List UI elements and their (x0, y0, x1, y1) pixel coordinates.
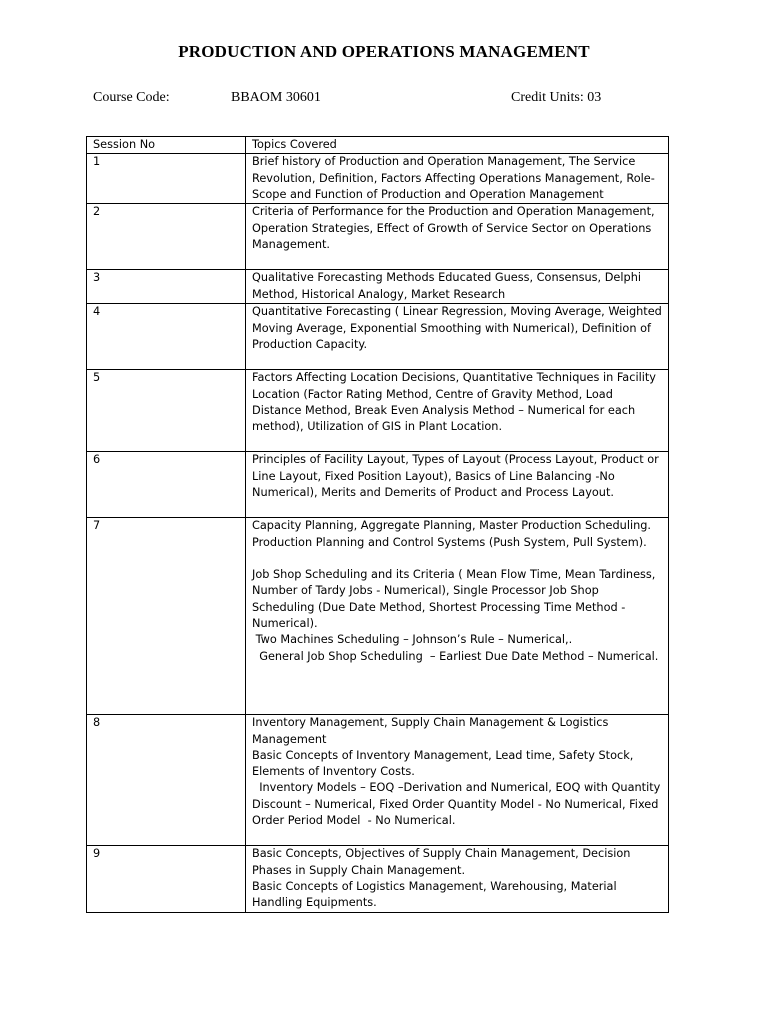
session-number: 5 (87, 370, 246, 452)
session-number: 1 (87, 154, 246, 204)
table-header-row (87, 137, 669, 154)
session-topics (246, 270, 669, 304)
topic-line: Qualitative Forecasting Methods Educated Guess, Consensus, Delphi Method, Historical Analogy, Market Research (252, 271, 641, 301)
table-row (87, 452, 669, 518)
topic-line: Inventory Models – EOQ –Derivation and Numerical, EOQ with Quantity Discount – Numerical, Fixed Order Quantity Model - No Numerical, Fixed Order Period Model - No Numerical. (252, 781, 664, 828)
credit-units: Credit Units: 03 (511, 90, 602, 105)
session-topics (246, 370, 669, 452)
table-row (87, 204, 669, 270)
table-row (87, 270, 669, 304)
session-topics (246, 452, 669, 518)
topic-line: Basic Concepts, Objectives of Supply Chain Management, Decision Phases in Supply Chain Management. (252, 847, 631, 877)
session-topics (246, 846, 669, 913)
table-row (87, 715, 669, 846)
session-number: 9 (87, 846, 246, 913)
table-row (87, 846, 669, 913)
session-topics (246, 154, 669, 204)
session-number: 2 (87, 204, 246, 270)
topic-line: Factors Affecting Location Decisions, Quantitative Techniques in Facility Location (Factor Rating Method, Centre of Gravity Method, Load Distance Method, Break Even Analysis Method – Numerical for each method), Utilization of GIS in Plant Location. (252, 371, 656, 434)
topic-line: Quantitative Forecasting ( Linear Regression, Moving Average, Weighted Moving Average, Exponential Smoothing with Numerical), Definition of Production Capacity. (252, 305, 662, 351)
session-number: 4 (87, 304, 246, 370)
course-code-label: Course Code: (93, 90, 170, 105)
topic-line: Brief history of Production and Operation Management, The Service Revolution, Definition, Factors Affecting Operations Management, Role- Scope and Function of Production and Operation Management (252, 155, 655, 201)
session-topics (246, 304, 669, 370)
session-topics (246, 715, 669, 846)
session-topics (246, 204, 669, 270)
table-row (87, 518, 669, 715)
session-topics (246, 518, 669, 715)
topic-line: Capacity Planning, Aggregate Planning, Master Production Scheduling. (252, 519, 652, 533)
topic-line: Inventory Management, Supply Chain Management & Logistics Management (252, 716, 609, 746)
session-number: 6 (87, 452, 246, 518)
topic-line: Criteria of Performance for the Production and Operation Management, Operation Strategies, Effect of Growth of Service Sector on Operations Management. (252, 205, 655, 251)
topic-line: Principles of Facility Layout, Types of Layout (Process Layout, Product or Line Layout, Fixed Position Layout), Basics of Line Balancing -No Numerical), Merits and Demerits of Product and Process Layout. (252, 453, 659, 499)
header-topics-covered: Topics Covered (246, 137, 669, 154)
session-number: 3 (87, 270, 246, 304)
course-code-value: BBAOM 30601 (231, 90, 321, 105)
table-row (87, 154, 669, 204)
topic-line: Job Shop Scheduling and its Criteria ( Mean Flow Time, Mean Tardiness, Number of Tardy Jobs - Numerical), Single Processor Job Shop Scheduling (Due Date Method, Shortest Processing Time Method - Numerical). (252, 568, 656, 631)
session-number: 8 (87, 715, 246, 846)
table-row (87, 370, 669, 452)
table-row (87, 304, 669, 370)
topic-line: General Job Shop Scheduling – Earliest Due Date Method – Numerical. (252, 649, 659, 663)
blank-line (252, 551, 663, 567)
topic-line: Two Machines Scheduling – Johnson’s Rule – Numerical,. (252, 633, 573, 647)
document-title: PRODUCTION AND OPERATIONS MANAGEMENT (178, 42, 590, 61)
topic-line: Basic Concepts of Logistics Management, Warehousing, Material Handling Equipments. (252, 879, 617, 910)
topic-line: Basic Concepts of Inventory Management, Lead time, Safety Stock, Elements of Inventory Costs. (252, 748, 634, 779)
topic-line: Production Planning and Control Systems (Push System, Pull System). (252, 535, 647, 549)
sessions-table (86, 136, 669, 913)
header-session-no: Session No (87, 137, 246, 154)
session-number: 7 (87, 518, 246, 715)
